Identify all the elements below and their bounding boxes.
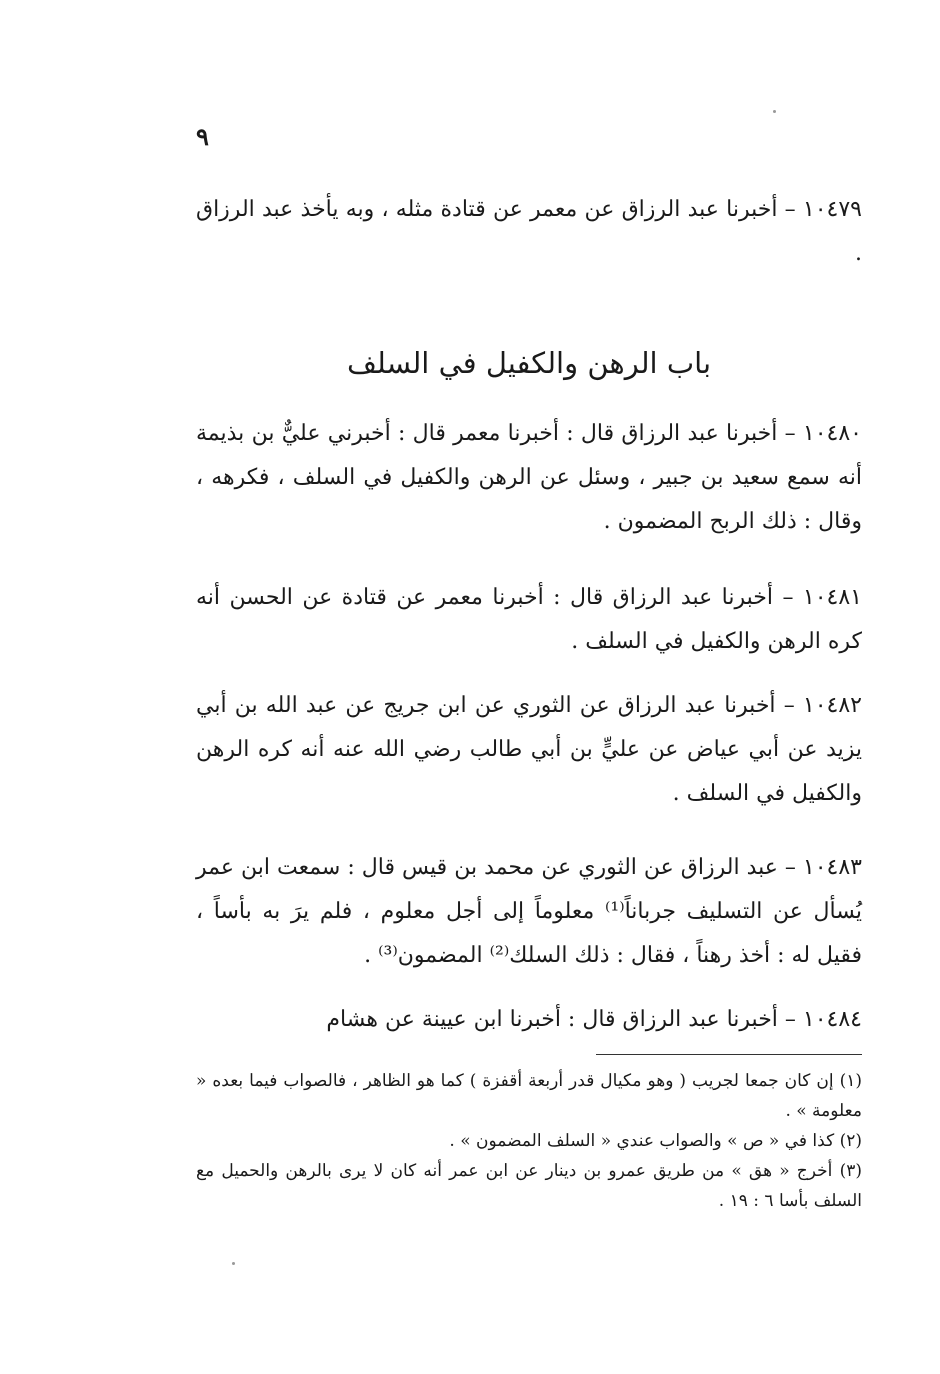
hadith-paragraph-10482: ١٠٤٨٢ – أخبرنا عبد الرزاق عن الثوري عن ابن جريج عن عبد الله بن أبي يزيد عن أبي عياض عن عليٍّ بن أبي طالب رضي الله عنه أنه كره الرهن والكفيل في السلف . xyxy=(196,693,862,806)
scan-speck xyxy=(232,1262,235,1265)
chapter-heading: باب الرهن والكفيل في السلف xyxy=(346,346,712,380)
hadith-paragraph-10484: ١٠٤٨٤ – أخبرنا عبد الرزاق قال : أخبرنا ابن عيينة عن هشام xyxy=(326,1007,862,1032)
hadith-paragraph-block-10480 xyxy=(196,412,862,544)
hadith-paragraph-block-10484 xyxy=(196,998,862,1042)
hadith-paragraph-10479: ١٠٤٧٩ – أخبرنا عبد الرزاق عن معمر عن قتادة مثله ، وبه يأخذ عبد الرزاق . xyxy=(196,197,862,266)
hadith-paragraph-block-10481 xyxy=(196,576,862,664)
hadith-paragraph-10481: ١٠٤٨١ – أخبرنا عبد الرزاق قال : أخبرنا معمر عن قتادة عن الحسن أنه كره الرهن والكفيل في السلف . xyxy=(196,585,862,654)
hadith-paragraph-10483: ١٠٤٨٣ – عبد الرزاق عن الثوري عن محمد بن قيس قال : سمعت ابن عمر يُسأل عن التسليف جرباناً⁽¹⁾ معلوماً إلى أجل معلوم ، فلم يرَ به بأساً ، فقيل له : أخذ رهناً ، فقال : ذلك السلك⁽²⁾ المضمون⁽³⁾ . xyxy=(196,855,862,968)
footnote-2: (٢) كذا في « ص » والصواب عندي « السلف المضمون » . xyxy=(449,1131,862,1151)
hadith-paragraph-10480: ١٠٤٨٠ – أخبرنا عبد الرزاق قال : أخبرنا معمر قال : أخبرني عليٌّ بن بذيمة أنه سمع سعيد بن جبير ، وسئل عن الرهن والكفيل في السلف ، فكرهه ، وقال : ذلك الربح المضمون . xyxy=(196,421,862,534)
page-number: ٩ xyxy=(196,122,209,151)
footnote-divider xyxy=(596,1054,862,1055)
footnote-1: (١) إن كان جمعا لجريب ( وهو مكيال قدر أربعة أقفزة ) كما هو الظاهر ، فالصواب فيما بعده « معلومة » . xyxy=(196,1071,862,1121)
scan-speck xyxy=(773,110,776,113)
footnote-3: (٣) أخرج « هق » من طريق عمرو بن دينار عن ابن عمر أنه كان لا يرى بالرهن والحميل مع السلف بأسا ٦ : ١٩ . xyxy=(196,1161,862,1211)
footnotes-section xyxy=(196,1066,862,1216)
hadith-paragraph-block-10482 xyxy=(196,684,862,816)
hadith-paragraph-block-10483 xyxy=(196,846,862,978)
opening-paragraph-block xyxy=(196,188,862,276)
